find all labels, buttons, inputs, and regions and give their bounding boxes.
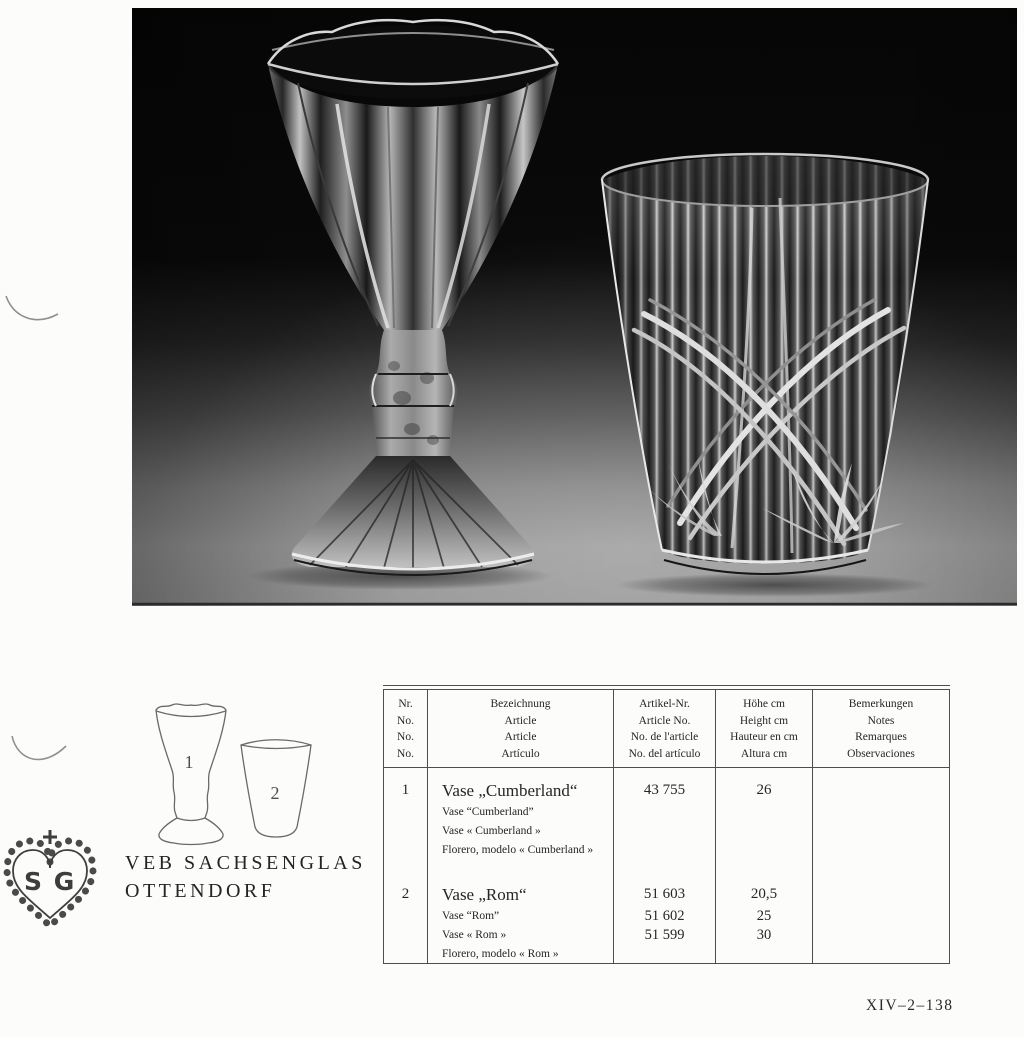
photo-illustration <box>132 8 1017 606</box>
company-name <box>125 849 366 905</box>
drawing-number-1: 1 <box>184 752 194 772</box>
row1-hoehe-1: 26 <box>756 782 772 798</box>
row1-name-fr: Vase « Cumberland » <box>442 825 541 837</box>
row1-heights <box>716 778 812 870</box>
row2-name-fr: Vase « Rom » <box>442 929 507 941</box>
logo-letter-s: S <box>23 867 43 896</box>
vase1-outline-drawing <box>156 704 226 844</box>
company-name-line2: OTTENDORF <box>125 880 276 902</box>
column-nr <box>384 768 428 963</box>
page-number: XIV–2–138 <box>866 997 954 1014</box>
row1-name-es: Florero, modelo « Cumberland » <box>442 844 594 856</box>
table-body <box>384 768 949 963</box>
row2-hoehe-2: 25 <box>756 908 772 924</box>
column-bezeichnung <box>428 768 614 963</box>
row2-artikel-1: 51 603 <box>643 886 686 902</box>
vase-outline-drawings <box>148 695 333 850</box>
row2-heights <box>716 882 812 964</box>
vase-rom-shadow <box>616 573 932 597</box>
header-hoehe: Höhe cm Height cm Hauteur en cm Altura cm <box>716 690 813 767</box>
header-bemerkungen: Bemerkungen Notes Remarques Observaciones <box>847 698 915 760</box>
row2-nr: 2 <box>401 886 410 902</box>
article-table <box>383 689 950 964</box>
column-hoehe <box>716 768 813 963</box>
sachsenglas-heart-logo <box>0 826 100 941</box>
row2-artikel-numbers <box>614 882 715 964</box>
row1-nr: 1 <box>401 782 410 798</box>
row1-names <box>428 778 613 870</box>
row2-artikel-2: 51 602 <box>644 908 685 924</box>
header-nr: Nr. No. No. No. <box>384 690 428 767</box>
product-photo <box>132 8 1017 606</box>
row2-artikel-3: 51 599 <box>644 927 685 943</box>
row1-artikel-numbers <box>614 778 715 870</box>
row1-name-en: Vase “Cumberland” <box>442 806 534 818</box>
binder-arc-mark-bottom <box>8 728 72 778</box>
company-name-line1: VEB SACHSENGLAS <box>125 852 366 874</box>
drawing-number-2: 2 <box>270 783 280 803</box>
header-bezeichnung: Bezeichnung Article Article Artículo <box>428 690 614 767</box>
table-header-row <box>384 690 949 768</box>
row1-name-de: Vase „Cumberland“ <box>442 781 578 800</box>
logo-letter-g: G <box>53 867 75 896</box>
header-artikel-nr: Artikel-Nr. Article No. No. de l'article No. del artículo <box>614 690 716 767</box>
row2-name-es: Florero, modelo « Rom » <box>442 948 559 960</box>
row1-artikel-1: 43 755 <box>643 782 686 798</box>
binder-arc-mark-top <box>2 288 64 334</box>
vase2-outline-drawing <box>241 740 311 837</box>
row2-name-de: Vase „Rom“ <box>442 885 527 904</box>
column-artikel-nr <box>614 768 716 963</box>
logo-cross-icon <box>43 830 57 844</box>
row2-hoehe-1: 20,5 <box>750 886 778 902</box>
row2-hoehe-3: 30 <box>756 927 772 943</box>
row2-names <box>428 882 613 964</box>
row2-name-en: Vase “Rom” <box>442 910 500 922</box>
column-bemerkungen-empty <box>813 768 949 963</box>
